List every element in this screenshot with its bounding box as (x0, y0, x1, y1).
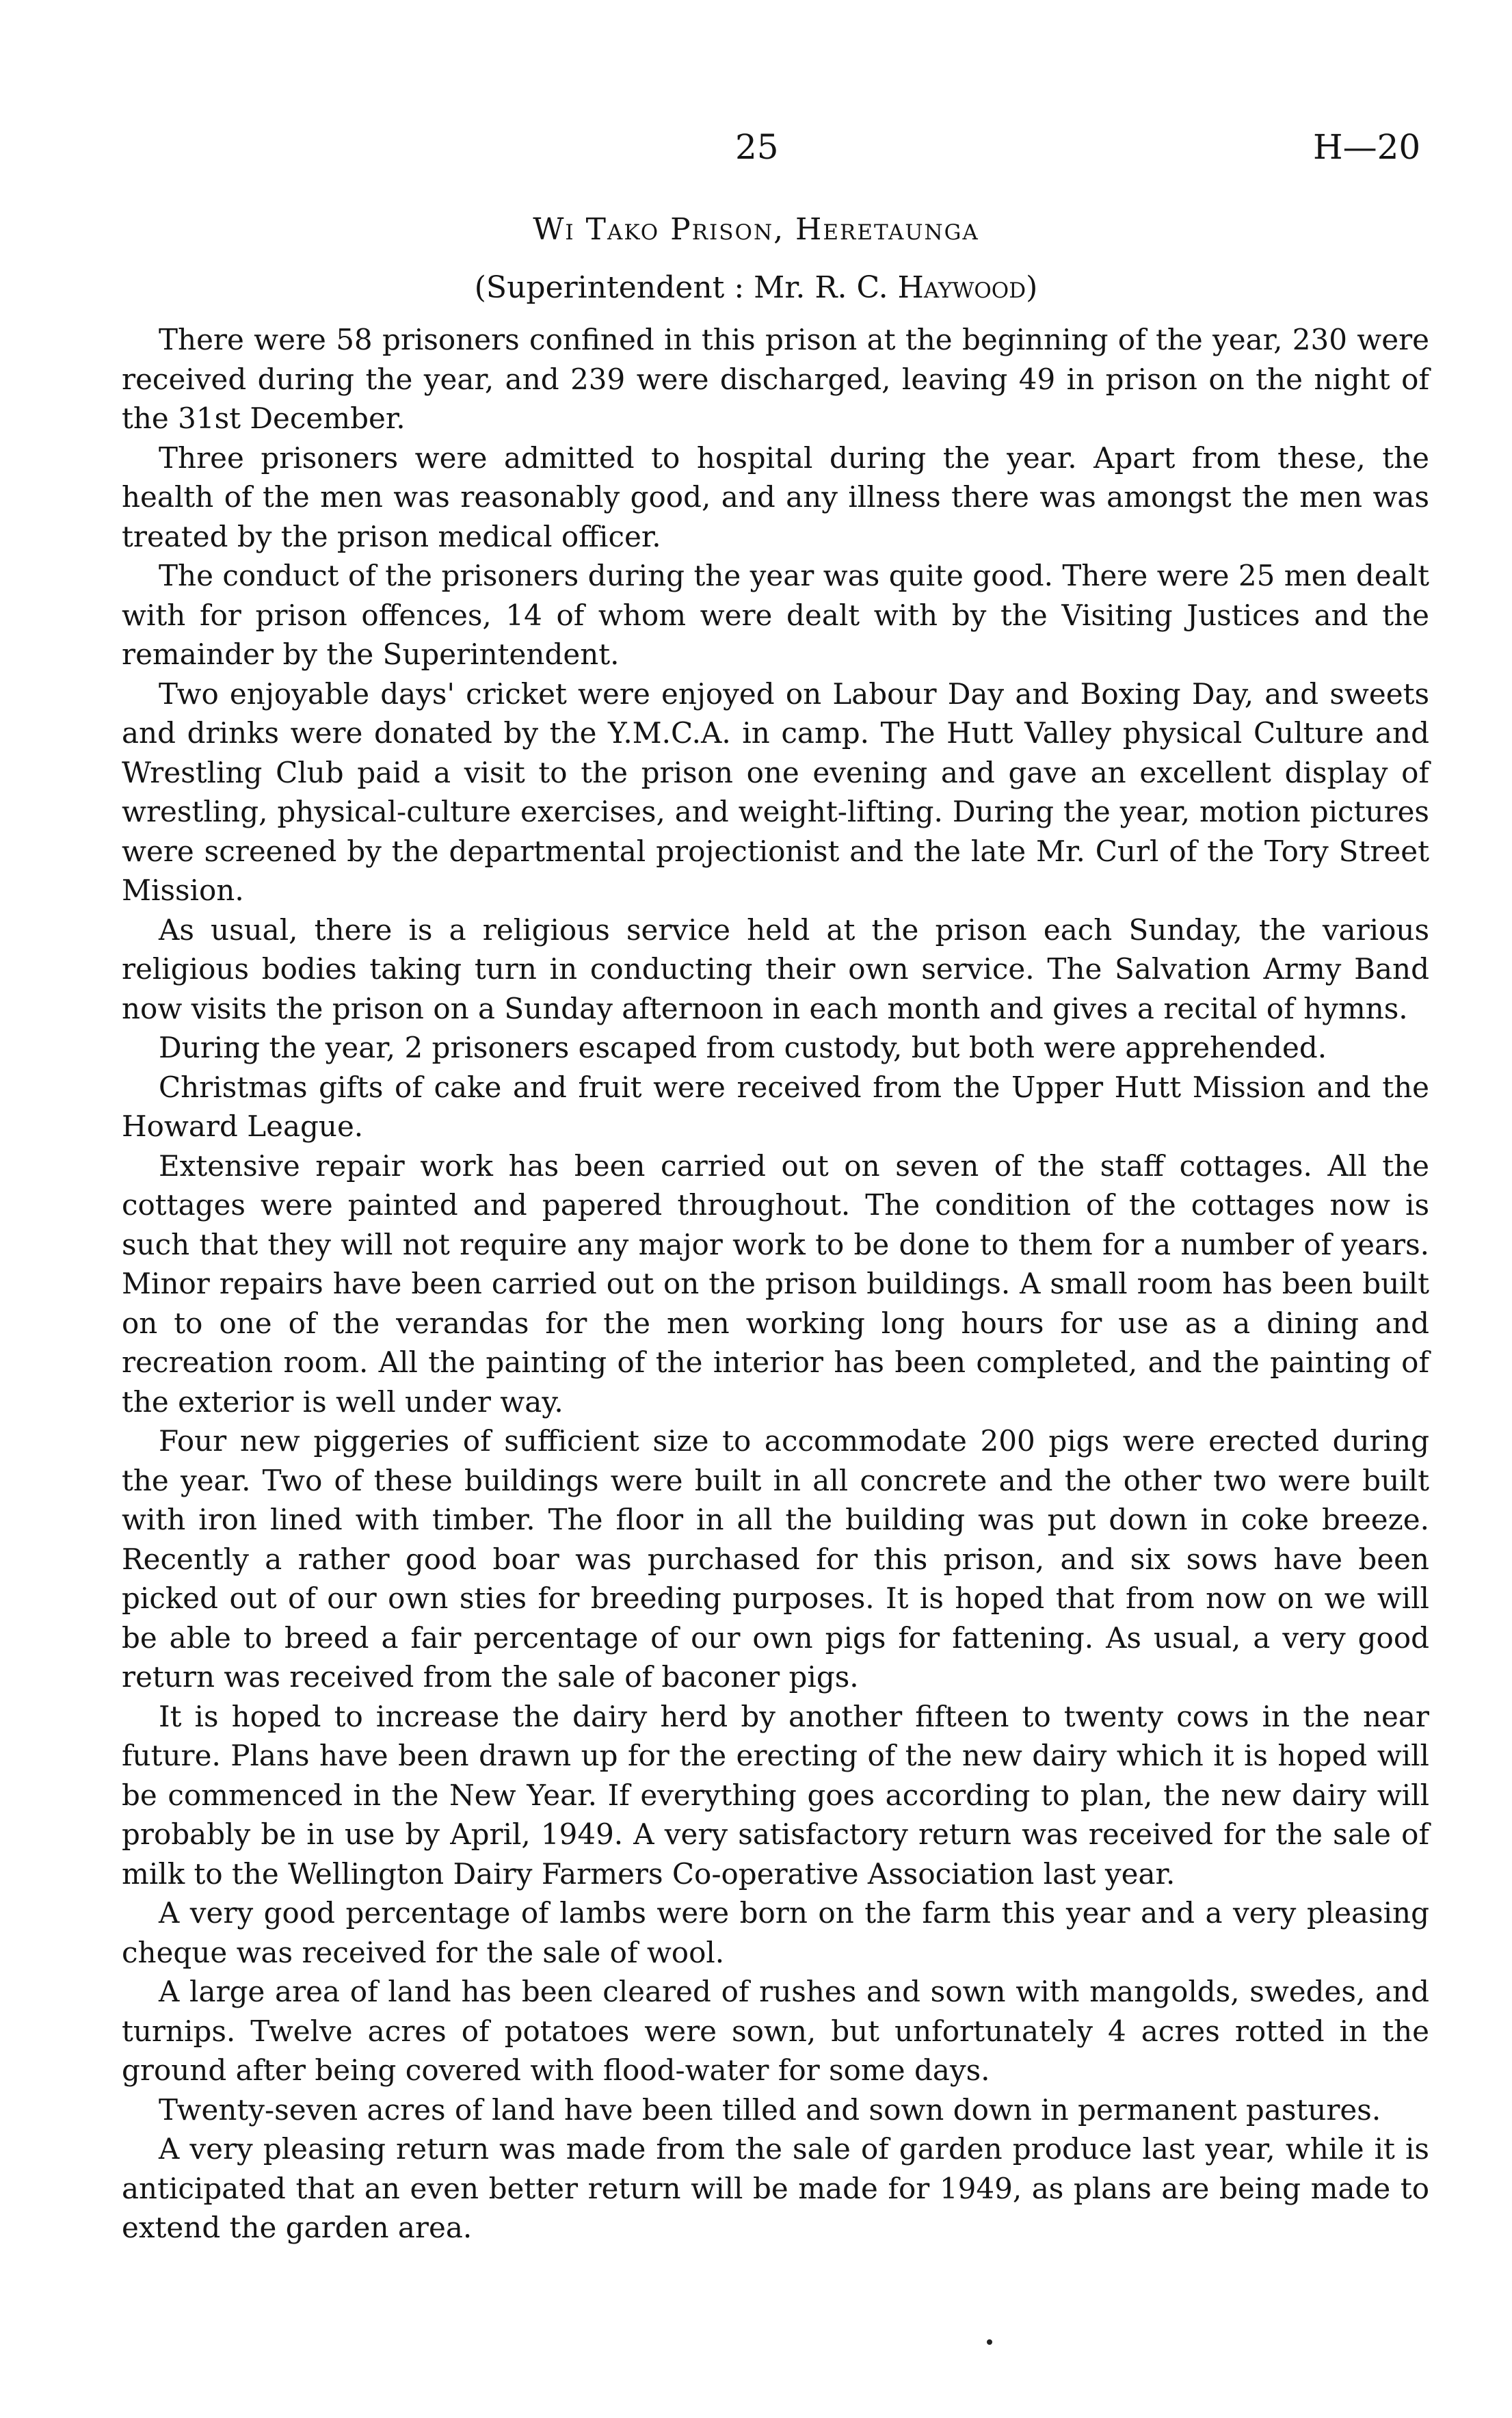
paragraph-lambs: A very good percentage of lambs were born on the farm this year and a very pleasing cheque was received for the sale of wool. (122, 1896, 1429, 1969)
paragraph-garden: A very pleasing return was made from the sale of garden produce last year, while it is anticipated that an even better return will be made for 1949, as plans are being made to extend the garden area. (122, 2132, 1429, 2244)
paragraph-land-clearing: A large area of land has been cleared of rushes and sown with mangolds, swedes, and turnips. Twelve acres of potatoes were sown, but unfortunately 4 acres rotted in the ground after being covered with flood-water for some days. (122, 1975, 1429, 2087)
paragraph-christmas-gifts: Christmas gifts of cake and fruit were received from the Upper Hutt Mission and the Howard League. (122, 1070, 1429, 1143)
paragraph-pastures: Twenty-seven acres of land have been tilled and sown down in permanent pastures. (159, 2092, 1381, 2127)
paragraph-repairs: Extensive repair work has been carried out on seven of the staff cottages. All the cottages were painted and papered throughout. The condition of the cottages now is such that they will not require any major work to be done to them for a number of years. Minor repairs have been carried out on the prison buildings. A small room has been built on to one of the verandas for the men working long hours for use as a dining and recreation room. All the painting of the interior has been completed, and the painting of the exterior is well under way. (122, 1148, 1429, 1419)
superintendent-surname: Haywood (897, 270, 1026, 305)
report-body (122, 320, 1429, 2248)
superintendent-prefix: (Superintendent : Mr. R. C. (474, 270, 898, 305)
paragraph-conduct: The conduct of the prisoners during the year was quite good. There were 25 men dealt with for prison offences, 14 of whom were dealt with by the Visiting Justices and the remainder by the Superintendent. (122, 559, 1429, 671)
section-title: Wi Tako Prison, Heretaunga (533, 212, 979, 247)
paragraph-escapes: During the year, 2 prisoners escaped from custody, but both were apprehended. (159, 1031, 1327, 1064)
paragraph-population: There were 58 prisoners confined in this prison at the beginning of the year, 230 were received during the year, and 239 were discharged, leaving 49 in prison on the night of the 31st December. (122, 323, 1429, 435)
paragraph-religious-services: As usual, there is a religious service held at the prison each Sunday, the various religious bodies taking turn in conducting their own service. The Salvation Army Band now visits the prison on a Sunday afternoon in each month and gives a recital of hymns. (122, 912, 1429, 1025)
paragraph-recreation: Two enjoyable days' cricket were enjoyed on Labour Day and Boxing Day, and sweets and drinks were donated by the Y.M.C.A. in camp. The Hutt Valley physical Culture and Wrestling Club paid a visit to the prison one evening and gave an excellent display of wrestling, physical-culture exercises, and weight-lifting. During the year, motion pictures were screened by the departmental projectionist and the late Mr. Curl of the Tory Street Mission. (122, 676, 1429, 907)
superintendent-line (0, 270, 1512, 305)
paragraph-health: Three prisoners were admitted to hospital during the year. Apart from these, the health of the men was reasonably good, and any illness there was amongst the men was treated by the prison medical officer. (122, 441, 1429, 553)
superintendent-suffix: ) (1026, 270, 1038, 305)
print-speck (987, 2339, 992, 2345)
paragraph-piggeries: Four new piggeries of sufficient size to accommodate 200 pigs were erected during the year. Two of these buildings were built in all concrete and the other two were built with iron lined with timber. The floor in all the building was put down in coke breeze. Recently a rather good boar was purchased for this prison, and six sows have been picked out of our own sties for breeding purposes. It is hoped that from now on we will be able to breed a fair percentage of our own pigs for fattening. As usual, a very good return was received from the sale of baconer pigs. (122, 1424, 1429, 1694)
document-reference: H—20 (1313, 127, 1421, 167)
paragraph-dairy: It is hoped to increase the dairy herd by another fifteen to twenty cows in the near future. Plans have been drawn up for the erecting of the new dairy which it is hoped will be commenced in the New Year. If everything goes according to plan, the new dairy will probably be in use by April, 1949. A very satisfactory return was received for the sale of milk to the Wellington Dairy Farmers Co-operative Association last year. (122, 1699, 1429, 1891)
page-number: 25 (735, 127, 779, 167)
